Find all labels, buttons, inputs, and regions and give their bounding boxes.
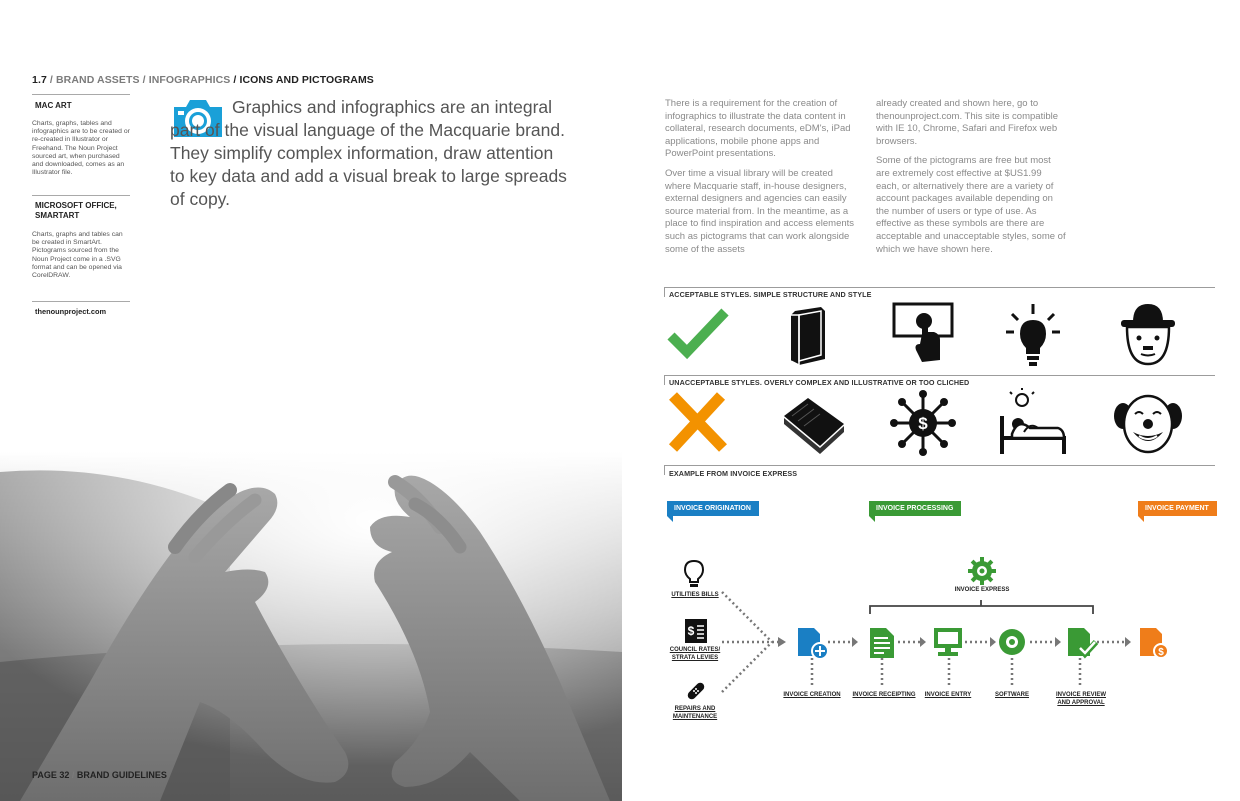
- section-rule: [665, 287, 1215, 288]
- section-tick: [664, 375, 665, 385]
- check-icon: [663, 300, 733, 370]
- repairs-label: REPAIRS AND MAINTENANCE: [672, 706, 718, 720]
- body-paragraph: Over time a visual library will be created where Macquarie staff, in-house designers, external designers and agencies can easily source material from. In the meantime, as a place to find inspiration and access elements such as pictograms that can work alongside some of the assets: [665, 167, 855, 255]
- invoice-review-icon: [1066, 626, 1098, 660]
- footer-sep: /: [69, 770, 77, 780]
- bandage-icon: [684, 679, 708, 703]
- sidebar-ms-title: MICROSOFT OFFICE, SMARTART: [35, 201, 117, 220]
- flag-tail: [869, 516, 875, 522]
- example-title: EXAMPLE FROM INVOICE EXPRESS: [669, 469, 798, 478]
- sidebar-rule: [32, 195, 130, 196]
- breadcrumb-sep: /: [230, 74, 240, 86]
- book-icon: [773, 303, 843, 373]
- body-paragraph: There is a requirement for the creation of infographics to illustrate the data content in collateral, research documents, eDM's, iPad applications, mobile phone apps and PowerPoint presentations.: [665, 98, 851, 160]
- stage-processing: INVOICE PROCESSING: [869, 501, 961, 516]
- invoice-payment-icon: [1138, 626, 1170, 660]
- sidebar-rule: [32, 94, 130, 95]
- software-label: SOFTWARE: [995, 692, 1029, 698]
- breadcrumb: [32, 74, 374, 86]
- creation-label: INVOICE CREATION: [783, 692, 841, 698]
- review-label: INVOICE REVIEW AND APPROVAL: [1055, 692, 1106, 706]
- lightbulb-icon: [998, 300, 1068, 370]
- receipting-label: INVOICE RECEIPTING: [852, 692, 916, 698]
- dollar-network-icon: [888, 388, 958, 458]
- bed-idea-icon: [998, 388, 1068, 458]
- sidebar-mac-art-title: MAC ART: [35, 101, 72, 110]
- hands-photo: [0, 452, 622, 801]
- acceptable-title: ACCEPTABLE STYLES. SIMPLE STRUCTURE AND STYLE: [669, 290, 872, 299]
- section-number: 1.7: [32, 74, 47, 86]
- express-label: INVOICE EXPRESS: [954, 587, 1010, 593]
- sidebar-rule: [32, 301, 130, 302]
- utilities-label: UTILITIES BILLS: [671, 592, 719, 598]
- stage-payment: INVOICE PAYMENT: [1138, 501, 1217, 516]
- svg-text:$: $: [1158, 647, 1164, 658]
- section-tick: [664, 465, 665, 475]
- sidebar-link[interactable]: thenounproject.com: [35, 307, 107, 316]
- invoice-receipting-icon: [868, 626, 896, 660]
- gear-icon: [967, 556, 997, 586]
- lightbulb-icon: [683, 559, 705, 589]
- breadcrumb-current: ICONS AND PICTOGRAMS: [239, 74, 374, 86]
- section-tick: [664, 287, 665, 297]
- bill-icon: [684, 618, 708, 644]
- section-rule: [665, 465, 1215, 466]
- page-footer: [32, 770, 167, 780]
- svg-text:$: $: [687, 624, 695, 638]
- intro-heading: Graphics and infographics are an integral part of the visual language of the Macquarie brand. They simplify complex information, draw attention to key data and add a visual break to large spreads of copy.: [170, 97, 567, 209]
- council-label: COUNCIL RATES/ STRATA LEVIES: [669, 647, 721, 661]
- open-book-icon: [778, 388, 848, 458]
- presentation-hand-icon: [888, 300, 958, 370]
- svg-text:$: $: [918, 414, 928, 433]
- entry-label: INVOICE ENTRY: [924, 692, 972, 698]
- section-rule: [665, 375, 1215, 376]
- body-column-2: [876, 98, 1066, 263]
- stage-origination: INVOICE ORIGINATION: [667, 501, 759, 516]
- bowler-hat-face-icon: [1113, 300, 1183, 370]
- invoice-creation-icon: [796, 626, 828, 660]
- unacceptable-title: UNACCEPTABLE STYLES. OVERLY COMPLEX AND ILLUSTRATIVE OR TOO CLICHED: [669, 378, 970, 387]
- clown-face-icon: [1113, 388, 1183, 458]
- flag-tail: [1138, 516, 1144, 522]
- breadcrumb-sep: /: [46, 74, 56, 86]
- breadcrumb-brand-assets: BRAND ASSETS: [55, 74, 140, 86]
- sidebar-mac-art-body: Charts, graphs, tables and infographics are to be created or re-created in Illustrator or Freehand. The Noun Project sourced art, when purchased and downloaded, comes as an Illustrator file.: [32, 120, 130, 177]
- breadcrumb-infographics: INFOGRAPHICS: [148, 74, 231, 86]
- body-paragraph: Some of the pictograms are free but most are extremely cost effective at $US1.99 each, or alternatively there are a variety of account packages available depending on the number of users or type of use. As effective as these symbols are there are acceptable and unacceptable styles, some of which we have shown here.: [876, 155, 1066, 255]
- disc-icon: [998, 628, 1026, 656]
- sidebar-ms-body: Charts, graphs and tables can be created in SmartArt. Pictograms sourced from the Noun Project come in a .SVG format and can be opened via CorelDRAW.: [32, 231, 123, 280]
- body-column-1: [665, 98, 855, 263]
- flag-tail: [667, 516, 673, 522]
- breadcrumb-sep: /: [139, 74, 149, 86]
- footer-title: BRAND GUIDELINES: [76, 770, 167, 780]
- computer-icon: [932, 626, 964, 658]
- body-paragraph: already created and shown here, go to thenounproject.com. This site is compatible with IE 10, Chrome, Safari and Firefox web browsers.: [876, 98, 1058, 147]
- page-number: PAGE 32: [32, 770, 70, 780]
- x-mark-icon: [663, 388, 733, 458]
